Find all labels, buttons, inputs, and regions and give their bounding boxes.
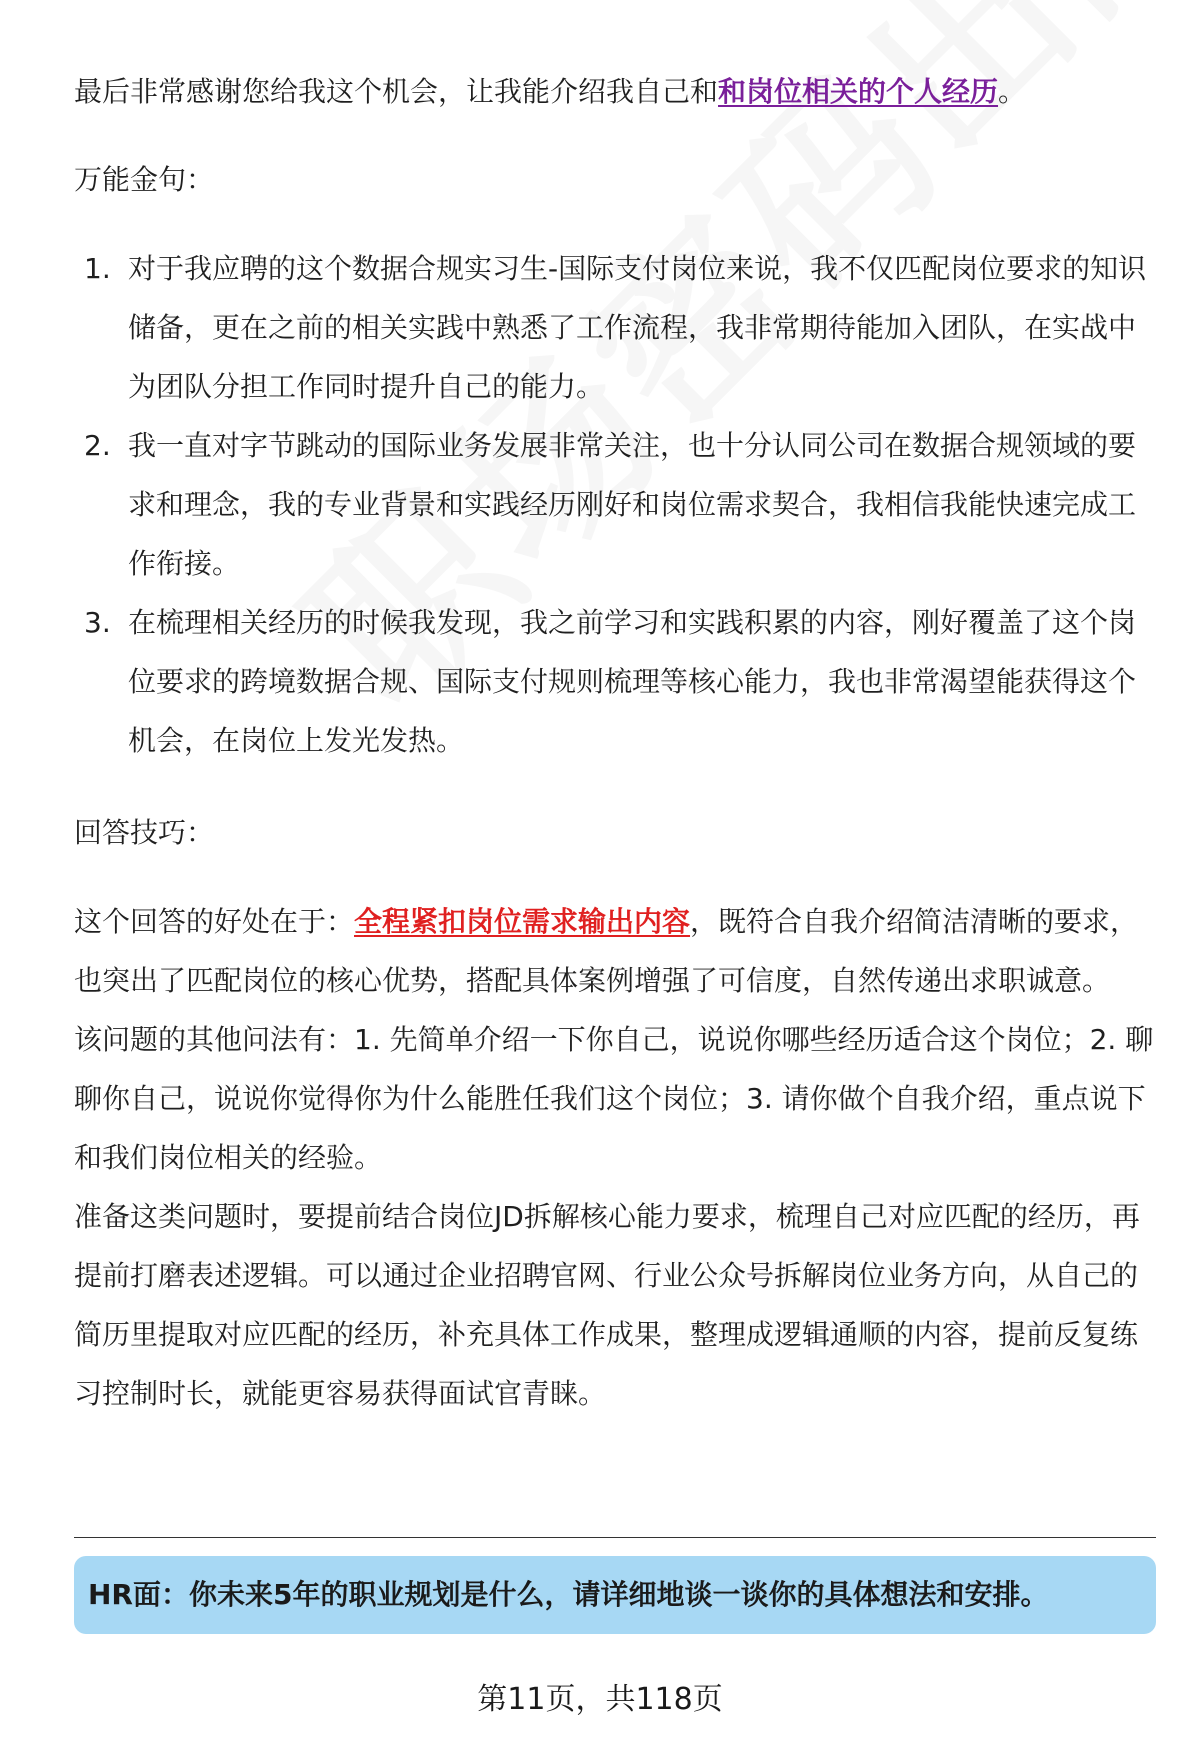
intro-end: 。 xyxy=(998,75,1027,108)
intro-highlight: 和岗位相关的个人经历 xyxy=(718,75,999,108)
answer-suffix: ，既符合自我介绍简洁清晰的要求，也突出了匹配岗位的核心优势，搭配具体案例增强了可信度，自然传递出求职诚意。 xyxy=(74,905,1139,997)
list-item xyxy=(74,239,1156,416)
next-question-callout: HR面：你未来5年的职业规划是什么，请详细地谈一谈你的具体想法和安排。 xyxy=(74,1556,1156,1634)
list-item xyxy=(74,593,1156,770)
list-number: 2. xyxy=(84,429,111,462)
preparation-paragraph: 准备这类问题时，要提前结合岗位JD拆解核心能力要求，梳理自己对应匹配的经历，再提前打磨表述逻辑。可以通过企业招聘官网、行业公众号拆解岗位业务方向，从自己的简历里提取对应匹配的经历，补充具体工作成果，整理成逻辑通顺的内容，提前反复练习控制时长，就能更容易获得面试官青睐。 xyxy=(74,1200,1140,1410)
list-number: 3. xyxy=(84,606,111,639)
other-questions-paragraph: 该问题的其他问法有：1. 先简单介绍一下你自己，说说你哪些经历适合这个岗位；2. 聊聊你自己，说说你觉得你为什么能胜任我们这个岗位；3. 请你做个自我介绍，重点说下和我们岗位相关的经验。 xyxy=(74,1023,1154,1174)
golden-sentence-list xyxy=(74,239,1156,770)
intro-paragraph xyxy=(74,62,1156,121)
divider xyxy=(74,1537,1156,1538)
list-text: 我一直对字节跳动的国际业务发展非常关注，也十分认同公司在数据合规领域的要求和理念，我的专业背景和实践经历刚好和岗位需求契合，我相信我能快速完成工作衔接。 xyxy=(128,429,1137,580)
list-item xyxy=(74,416,1156,593)
answer-highlight: 全程紧扣岗位需求输出内容 xyxy=(354,905,691,938)
section-heading-answer-tips: 回答技巧： xyxy=(74,816,215,849)
section-heading-golden-sentences: 万能金句： xyxy=(74,163,215,196)
list-number: 1. xyxy=(84,252,111,285)
page-footer: 第11页，共118页 xyxy=(477,1682,723,1717)
list-text: 对于我应聘的这个数据合规实习生-国际支付岗位来说，我不仅匹配岗位要求的知识储备，更在之前的相关实践中熟悉了工作流程，我非常期待能加入团队，在实战中为团队分担工作同时提升自己的能力。 xyxy=(128,252,1147,403)
answer-prefix: 这个回答的好处在于： xyxy=(74,905,355,938)
intro-text: 最后非常感谢您给我这个机会，让我能介绍我自己和 xyxy=(74,75,719,108)
answer-paragraph xyxy=(74,892,1156,1010)
answer-tips-body xyxy=(74,892,1156,1423)
list-text: 在梳理相关经历的时候我发现，我之前学习和实践积累的内容，刚好覆盖了这个岗位要求的跨境数据合规、国际支付规则梳理等核心能力，我也非常渴望能获得这个机会，在岗位上发光发热。 xyxy=(128,606,1137,757)
